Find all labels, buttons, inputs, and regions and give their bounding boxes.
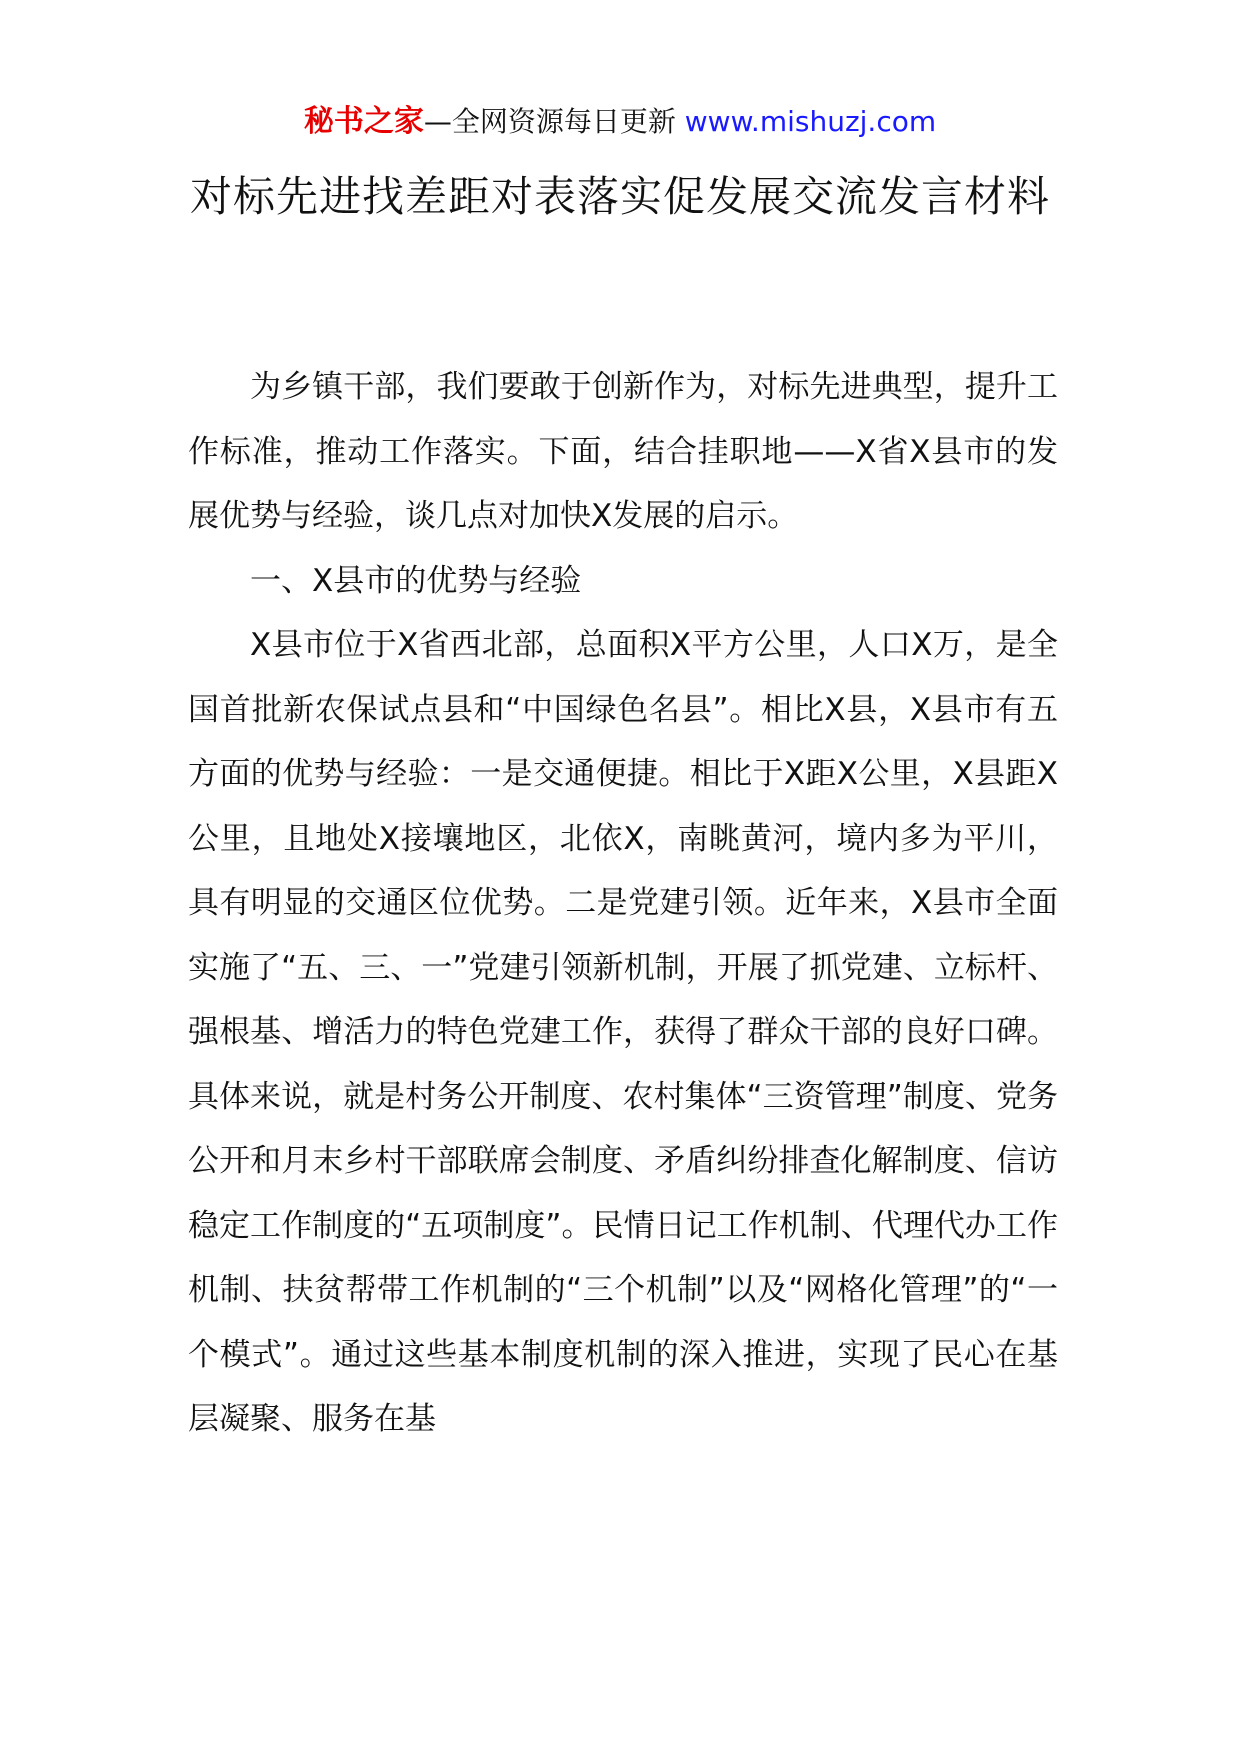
document-body bbox=[188, 355, 1058, 1452]
section-heading: 一、X县市的优势与经验 bbox=[250, 562, 582, 599]
document-title: 对标先进找差距对表落实促发展交流发言材料 bbox=[189, 172, 1050, 221]
intro-paragraph: 为乡镇干部，我们要敢于创新作为，对标先进典型，提升工作标准，推动工作落实。下面，结合挂职地——X省X县市的发展优势与经验，谈几点对加快X发展的启示。 bbox=[188, 369, 1058, 534]
header-tagline: —全网资源每日更新 bbox=[423, 105, 676, 138]
body-paragraph: X县市位于X省西北部，总面积X平方公里，人口X万，是全国首批新农保试点县和“中国绿色名县”。相比X县，X县市有五方面的优势与经验：一是交通便捷。相比于X距X公里，X县距X公里，且地处X接壤地区，北依X，南眺黄河，境内多为平川，具有明显的交通区位优势。二是党建引领。近年来，X县市全面实施了“五、三、一”党建引领新机制，开展了抓党建、立标杆、强根基、增活力的特色党建工作，获得了群众干部的良好口碑。具体来说，就是村务公开制度、农村集体“三资管理”制度、党务公开和月末乡村干部联席会制度、矛盾纠纷排查化解制度、信访稳定工作制度的“五项制度”。民情日记工作机制、代理代办工作机制、扶贫帮带工作机制的“三个机制”以及“网格化管理”的“一个模式”。通过这些基本制度机制的深入推进，实现了民心在基层凝聚、服务在基 bbox=[188, 627, 1058, 1437]
header-site-link[interactable]: www.mishuzj.com bbox=[684, 105, 937, 138]
watermark-header bbox=[0, 102, 1240, 142]
header-brand: 秘书之家 bbox=[303, 104, 424, 139]
